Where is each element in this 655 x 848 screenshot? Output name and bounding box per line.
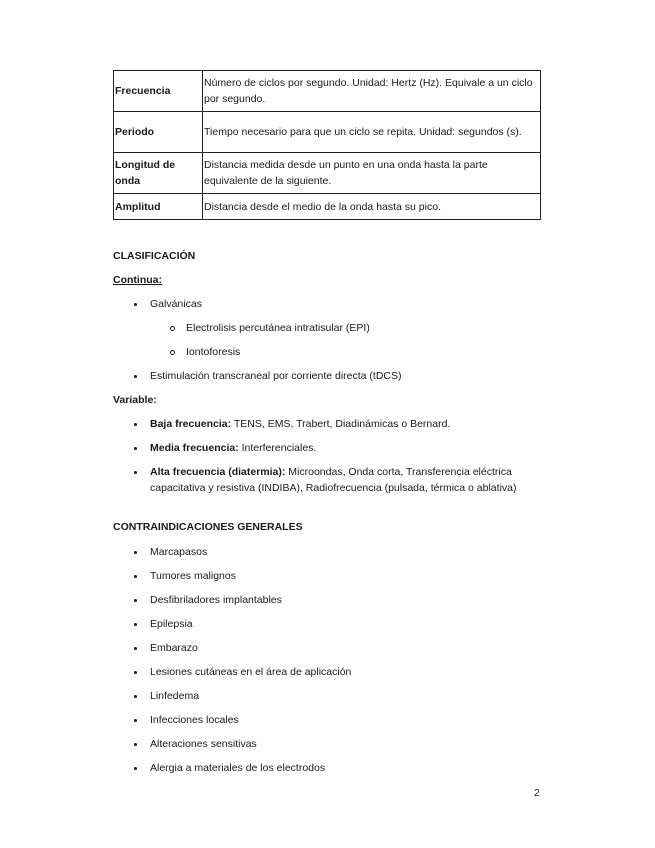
list-item: Embarazo [150,642,198,654]
bullet-icon [134,303,137,306]
sub-list-item: Electrolisis percutánea intratisular (EPI) [186,322,370,334]
description-cell: Tiempo necesario para que un ciclo se repita. Unidad: segundos (s). [203,112,541,153]
definitions-table [113,70,541,220]
item-text: TENS, EMS, Trabert, Diadinámicas o Bernard. [231,418,451,430]
term-cell: Longitud de onda [114,153,203,194]
item-lead: Media frecuencia: [150,442,239,454]
classification-heading: CLASIFICACIÓN [113,250,196,262]
page-number: 2 [534,787,540,799]
item-lead: Baja frecuencia: [150,418,232,430]
circle-bullet-icon [170,350,175,355]
list-item: Lesiones cutáneas en el área de aplicación [150,666,352,678]
list-item: Desfibriladores implantables [150,594,282,606]
list-item: Estimulación transcraneal por corriente directa (tDCS) [150,370,402,382]
item-lead: Alta frecuencia (diatermia): [150,466,286,478]
list-item [150,464,520,496]
bullet-icon [134,599,137,602]
bullet-icon [134,375,137,378]
list-item: Linfedema [150,690,200,702]
description-cell: Distancia medida desde un punto en una onda hasta la parte equivalente de la siguiente. [203,153,541,194]
table-row [114,153,541,194]
list-item: Alteraciones sensitivas [150,738,257,750]
bullet-icon [134,623,137,626]
list-item: Galvánicas [150,298,202,310]
description-cell: Distancia desde el medio de la onda hasta su pico. [203,194,541,220]
circle-bullet-icon [170,326,175,331]
list-item [150,416,520,432]
list-item: Epilepsia [150,618,193,630]
table-row [114,71,541,112]
bullet-icon [134,719,137,722]
bullet-icon [134,671,137,674]
contraindications-heading: CONTRAINDICACIONES GENERALES [113,521,303,533]
term-cell: Amplitud [114,194,203,220]
bullet-icon [134,551,137,554]
bullet-icon [134,423,137,426]
description-cell: Número de ciclos por segundo. Unidad: Hertz (Hz). Equivale a un ciclo por segundo. [203,71,541,112]
bullet-icon [134,447,137,450]
term-cell: Frecuencia [114,71,203,112]
bullet-icon [134,647,137,650]
item-text: Interferenciales. [238,442,317,454]
list-item [150,440,520,456]
table-row [114,194,541,220]
item-text: Microondas, Onda corta, Transferencia eléctrica capacitativa y resistiva (INDIBA), Radiofrecuencia (pulsada, térmica o ablativa) [150,466,517,494]
sub-list-item: Iontoforesis [186,346,241,358]
list-item: Tumores malignos [150,570,236,582]
term-cell: Periodo [114,112,203,153]
list-item: Marcapasos [150,546,208,558]
bullet-icon [134,695,137,698]
bullet-icon [134,767,137,770]
continua-label: Continua: [113,274,162,286]
bullet-icon [134,575,137,578]
list-item: Alergia a materiales de los electrodos [150,762,326,774]
table-row [114,112,541,153]
bullet-icon [134,471,137,474]
bullet-icon [134,743,137,746]
list-item: Infecciones locales [150,714,239,726]
variable-label: Variable: [113,394,157,406]
